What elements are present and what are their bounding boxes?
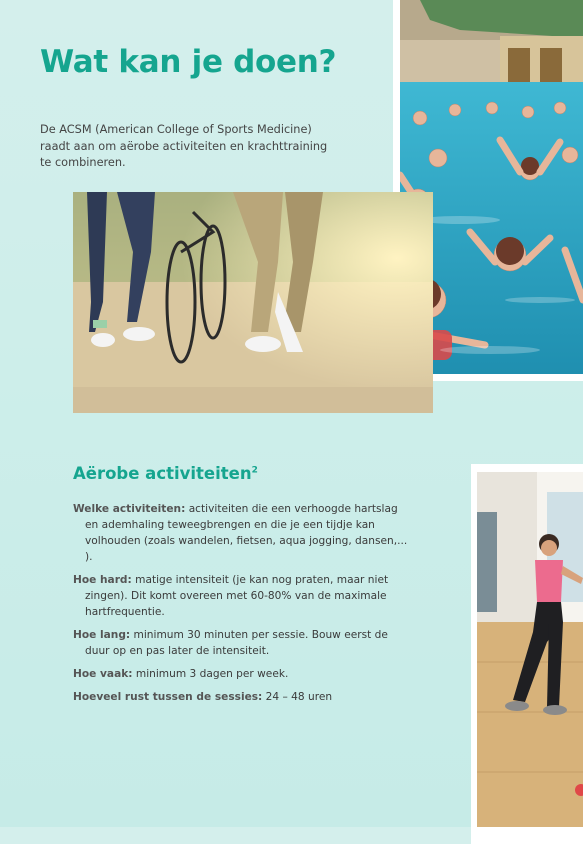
item-text: minimum 30 minuten per sessie. Bouw eerst de duur op en pas later de intensiteit.	[85, 629, 388, 657]
list-item	[73, 689, 413, 705]
section-heading-text: Aërobe activiteiten	[73, 464, 252, 483]
item-label: Hoe hard:	[73, 574, 132, 586]
walk-illustration	[73, 192, 433, 413]
aerobic-activities-list	[73, 501, 413, 712]
item-label: Hoe vaak:	[73, 668, 133, 680]
walking-with-bicycle-photo	[73, 192, 433, 413]
intro-paragraph: De ACSM (American College of Sports Medicine) raadt aan om aërobe activiteiten en krachttraining te combineren.	[40, 123, 328, 169]
section-heading	[73, 464, 258, 483]
gym-fitness-photo	[477, 472, 583, 827]
item-text: minimum 3 dagen per week.	[132, 668, 289, 680]
item-text: matige intensiteit (je kan nog praten, maar niet zingen). Dit komt overeen met 60-80% van de maximale hartfrequentie.	[85, 574, 389, 618]
item-label: Hoe lang:	[73, 629, 131, 641]
list-item	[73, 666, 413, 682]
item-label: Welke activiteiten:	[73, 503, 186, 515]
list-item	[73, 501, 413, 565]
item-label: Hoeveel rust tussen de sessies:	[73, 691, 263, 703]
item-text: 24 – 48 uren	[262, 691, 333, 703]
item-text: activiteiten die een verhoogde hartslag en ademhaling teweegbrengen en die je een tijdje kan volhouden (zoals wandelen, fietsen, aqua jogging, dansen,... ).	[85, 503, 408, 563]
page-title: Wat kan je doen?	[40, 44, 337, 80]
list-item	[73, 627, 413, 659]
list-item	[73, 572, 413, 620]
footnote-marker: 2	[251, 465, 258, 476]
gym-illustration	[477, 472, 583, 827]
